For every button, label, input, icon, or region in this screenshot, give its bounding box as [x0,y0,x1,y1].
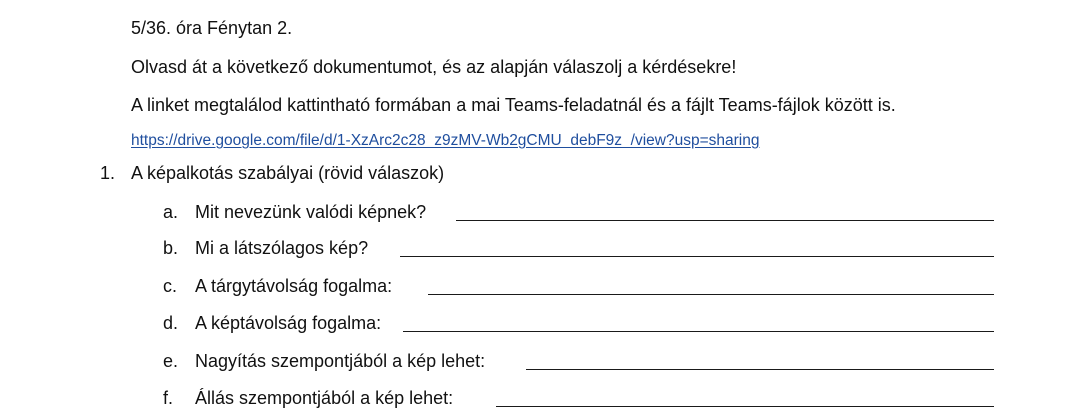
answer-blank-a[interactable] [456,220,994,221]
question-f [163,387,995,409]
question-d [163,312,995,334]
question-letter: b. [163,238,179,258]
drive-document-link[interactable]: https://drive.google.com/file/d/1-XzArc2c28_z9zMV-Wb2gCMU_debF9z_/view?usp=sharing [131,132,760,149]
section-title: A képalkotás szabályai (rövid válaszok) [131,163,445,183]
question-b [163,237,995,259]
question-letter: d. [163,313,179,333]
question-text: A tárgytávolság fogalma: [195,276,393,296]
answer-blank-e[interactable] [526,369,994,370]
answer-blank-c[interactable] [428,294,994,295]
answer-blank-d[interactable] [403,331,994,332]
answer-blank-f[interactable] [496,406,994,407]
question-letter: a. [163,202,179,222]
question-letter: e. [163,351,179,371]
question-text: Mi a látszólagos kép? [195,238,369,258]
instruction-text: Olvasd át a következő dokumentumot, és az alapján válaszolj a kérdésekre! [131,57,737,77]
answer-blank-b[interactable] [400,256,994,257]
lesson-title: 5/36. óra Fénytan 2. [131,18,293,38]
question-e [163,350,995,372]
question-text: A képtávolság fogalma: [195,313,382,333]
question-letter: c. [163,276,178,296]
question-letter: f. [163,388,174,408]
question-c [163,275,995,297]
section-number: 1. [100,163,116,183]
question-text: Mit nevezünk valódi képnek? [195,202,427,222]
question-a [163,201,995,223]
question-text: Nagyítás szempontjából a kép lehet: [195,351,486,371]
link-note-text: A linket megtalálod kattintható formában a mai Teams-feladatnál és a fájlt Teams-fájlok között is. [131,95,896,115]
question-text: Állás szempontjából a kép lehet: [195,388,454,408]
